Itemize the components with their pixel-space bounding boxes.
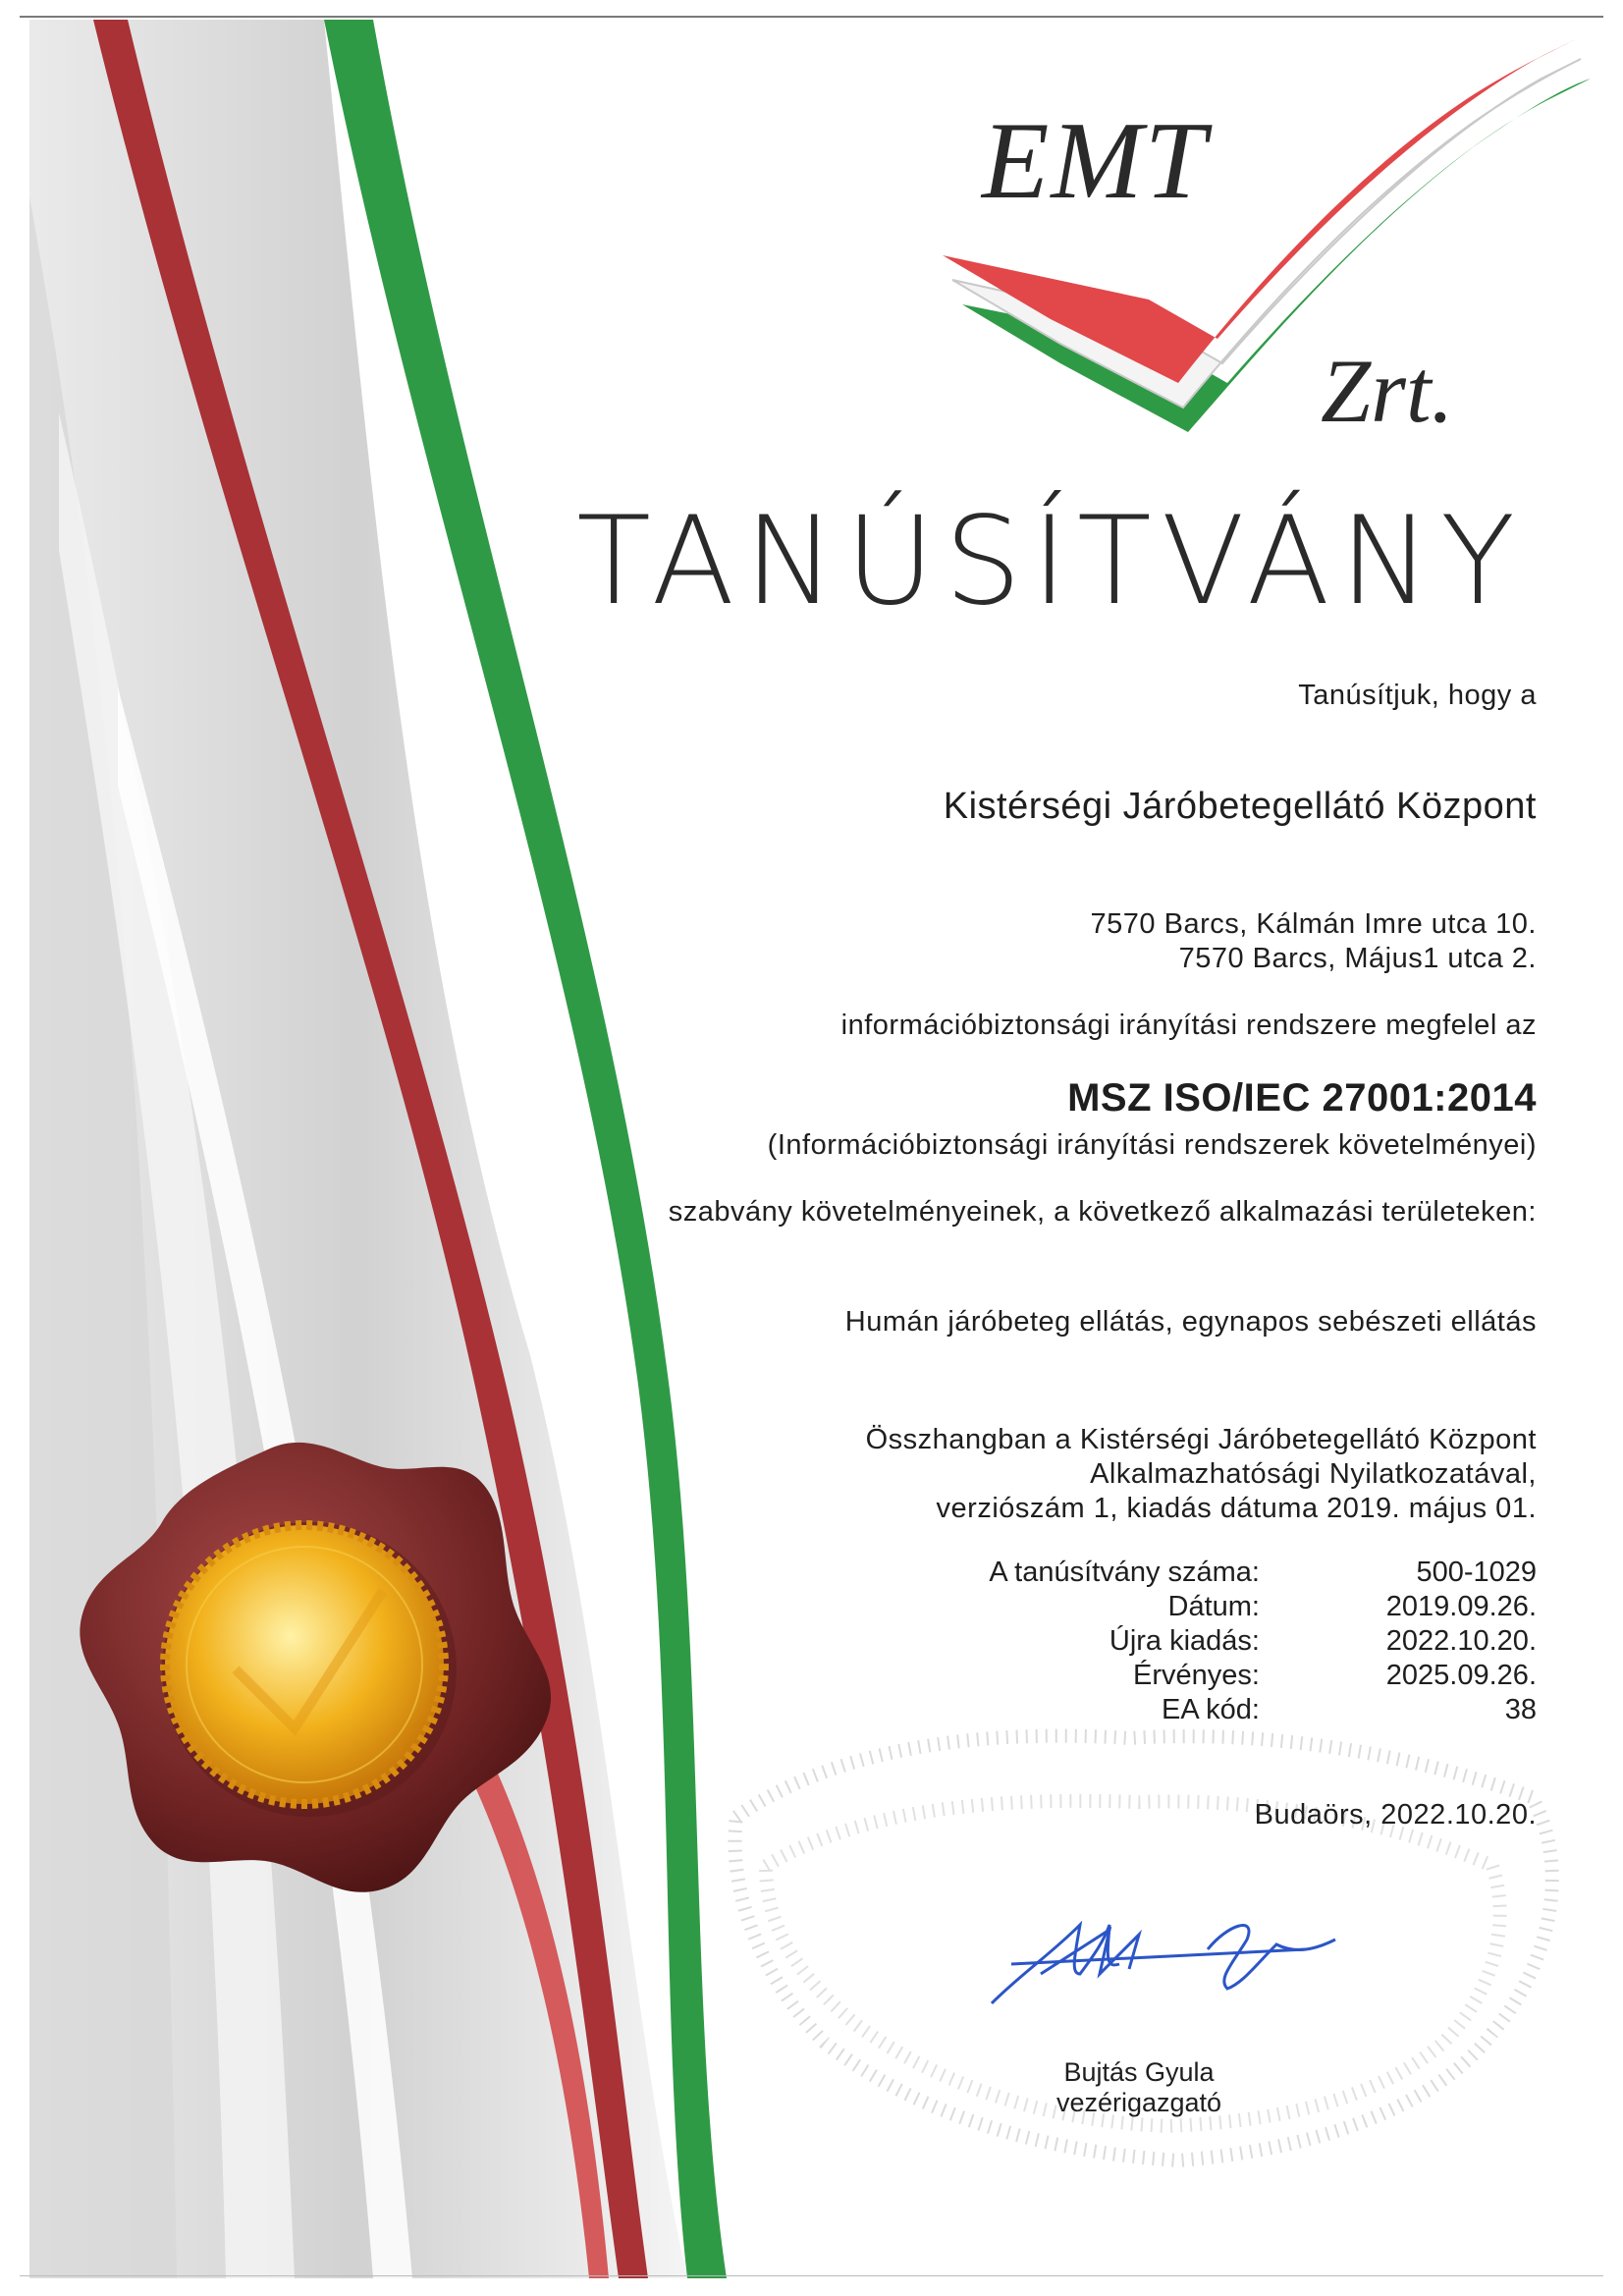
signatory-title: vezérigazgató: [1055, 2088, 1222, 2117]
soa-line: Összhangban a Kistérségi Járóbetegellátó Központ: [865, 1424, 1537, 1455]
valid-until-value: 2025.09.26.: [1385, 1660, 1537, 1691]
scope-text: Humán járóbeteg ellátás, egynapos sebészeti ellátás: [844, 1306, 1537, 1338]
bottom-border: [20, 2275, 1603, 2276]
certificate-number-label: A tanúsítvány száma:: [989, 1557, 1260, 1588]
reissue-value: 2022.10.20.: [1385, 1625, 1537, 1657]
signatory-block: [1031, 2057, 1247, 2118]
standard-description: (Információbiztonsági irányítási rendszerek követelményei): [767, 1129, 1537, 1161]
logo-company-name: EMT: [982, 100, 1208, 222]
date-label: Dátum:: [1167, 1591, 1260, 1622]
scope-intro: szabvány követelményeinek, a következő alkalmazási területeken:: [668, 1196, 1537, 1228]
signature-icon: [992, 1925, 1335, 2003]
statement-text: információbiztonsági irányítási rendszere megfelel az: [840, 1010, 1537, 1041]
address-line: 7570 Barcs, Kálmán Imre utca 10.: [1090, 908, 1537, 940]
address-line: 7570 Barcs, Május1 utca 2.: [1178, 943, 1537, 974]
ea-code-label: EA kód:: [1162, 1694, 1260, 1725]
soa-line: verziószám 1, kiadás dátuma 2019. május 01.: [936, 1493, 1537, 1524]
organization-name: Kistérségi Járóbetegellátó Központ: [943, 786, 1537, 827]
place-date: Budaörs, 2022.10.20.: [1254, 1799, 1537, 1831]
valid-until-label: Érvényes:: [1133, 1660, 1260, 1691]
intro-text: Tanúsítjuk, hogy a: [1298, 680, 1537, 711]
emt-logo-checkmark-icon: [923, 29, 1600, 462]
certificate-title: TANÚSÍTVÁNY: [576, 491, 1525, 632]
logo-company-suffix: Zrt.: [1321, 341, 1454, 441]
standard-code: MSZ ISO/IEC 27001:2014: [1067, 1076, 1537, 1120]
signatory-name: Bujtás Gyula: [1063, 2057, 1215, 2087]
date-value: 2019.09.26.: [1385, 1591, 1537, 1622]
certificate-number-value: 500-1029: [1416, 1557, 1537, 1588]
soa-line: Alkalmazhatósági Nyilatkozatával,: [1090, 1458, 1537, 1490]
ea-code-value: 38: [1504, 1694, 1537, 1725]
reissue-label: Újra kiadás:: [1109, 1625, 1260, 1657]
